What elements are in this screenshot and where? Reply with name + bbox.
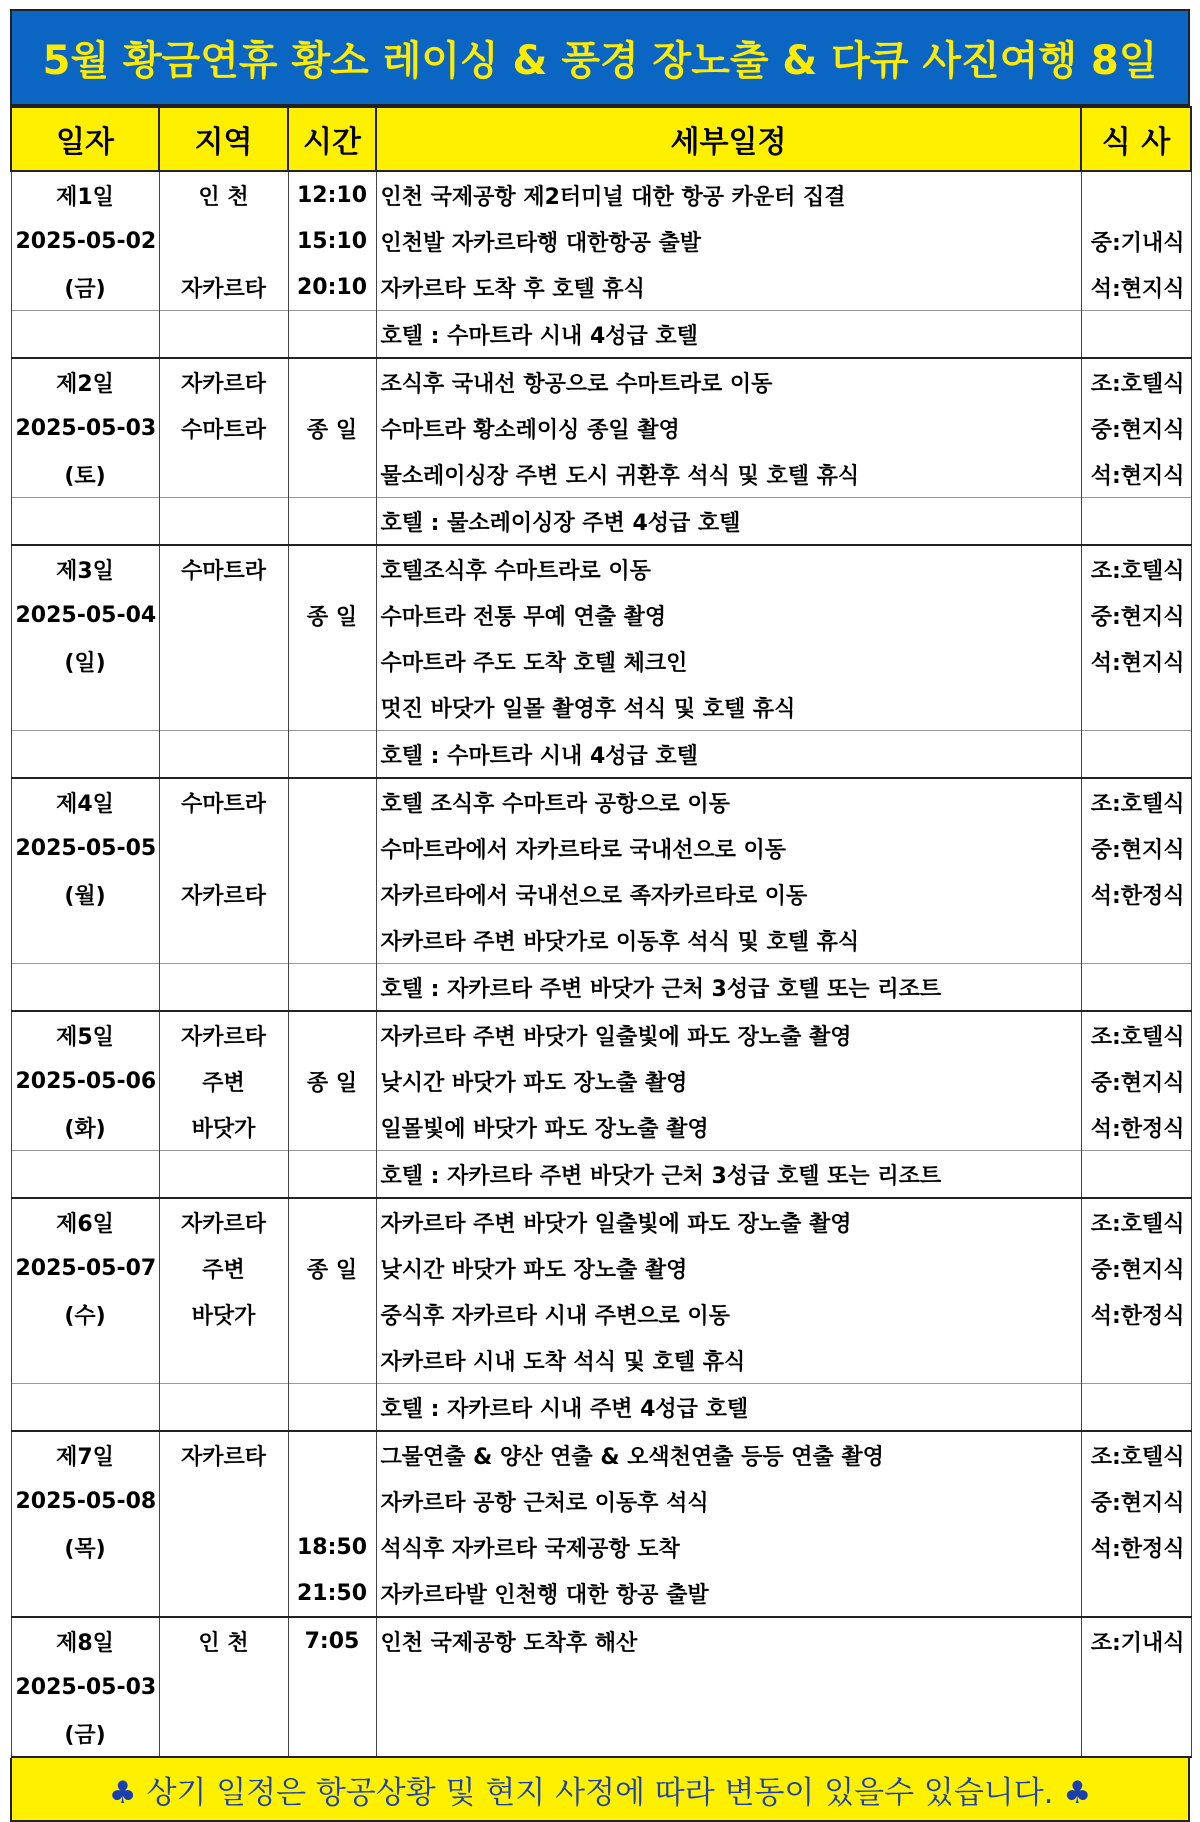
time-cell xyxy=(288,825,376,871)
day-cell: (금) xyxy=(11,1710,159,1757)
meal-cell: 조:호텔식 xyxy=(1081,358,1191,405)
table-row xyxy=(11,592,1191,638)
time-cell xyxy=(288,1431,376,1478)
detail-cell: 호텔 : 수마트라 시내 4성급 호텔 xyxy=(376,311,1081,359)
table-row xyxy=(11,1011,1191,1058)
detail-cell: 자카르타 도착 후 호텔 휴식 xyxy=(376,264,1081,311)
region-cell: 자카르타 xyxy=(159,1198,288,1245)
table-row xyxy=(11,1337,1191,1384)
meal-cell xyxy=(1081,498,1191,546)
meal-cell: 조:호텔식 xyxy=(1081,1011,1191,1058)
meal-cell: 석:현지식 xyxy=(1081,264,1191,311)
day-cell: 제7일 xyxy=(11,1431,159,1478)
meal-cell xyxy=(1081,684,1191,731)
day-cell: 2025-05-04 xyxy=(11,592,159,638)
time-cell xyxy=(288,1198,376,1245)
day-cell xyxy=(11,731,159,779)
time-cell: 종 일 xyxy=(288,1245,376,1291)
detail-cell: 자카르타 주변 바닷가로 이동후 석식 및 호텔 휴식 xyxy=(376,917,1081,964)
table-row xyxy=(11,778,1191,825)
club-icon: ♣ xyxy=(108,1774,137,1811)
region-cell xyxy=(159,917,288,964)
meal-cell xyxy=(1081,171,1191,218)
time-cell xyxy=(288,871,376,917)
header-detail: 세부일정 xyxy=(376,107,1081,171)
detail-cell xyxy=(376,1710,1081,1757)
region-cell: 자카르타 xyxy=(159,358,288,405)
region-cell xyxy=(159,451,288,498)
region-cell: 주변 xyxy=(159,1245,288,1291)
meal-cell xyxy=(1081,917,1191,964)
meal-cell: 조:호텔식 xyxy=(1081,778,1191,825)
day-cell: (월) xyxy=(11,871,159,917)
region-cell: 자카르타 xyxy=(159,871,288,917)
time-cell: 종 일 xyxy=(288,592,376,638)
time-cell: 종 일 xyxy=(288,405,376,451)
itinerary-sheet xyxy=(10,9,1190,1822)
day-cell: 제4일 xyxy=(11,778,159,825)
region-cell xyxy=(159,964,288,1012)
day-cell xyxy=(11,917,159,964)
itinerary-table xyxy=(10,106,1192,1758)
region-cell: 자카르타 xyxy=(159,264,288,311)
detail-cell: 인천 국제공항 제2터미널 대한 항공 카운터 집결 xyxy=(376,171,1081,218)
table-row xyxy=(11,1617,1191,1664)
time-cell: 15:10 xyxy=(288,218,376,264)
day-cell: 2025-05-07 xyxy=(11,1245,159,1291)
time-cell xyxy=(288,451,376,498)
time-cell xyxy=(288,1104,376,1151)
region-cell: 인 천 xyxy=(159,171,288,218)
day-cell xyxy=(11,311,159,359)
detail-cell: 자카르타에서 국내선으로 족자카르타로 이동 xyxy=(376,871,1081,917)
detail-cell: 호텔 : 자카르타 시내 주변 4성급 호텔 xyxy=(376,1384,1081,1432)
detail-cell: 수마트라에서 자카르타로 국내선으로 이동 xyxy=(376,825,1081,871)
meal-cell: 중:현지식 xyxy=(1081,1245,1191,1291)
day-cell: 제6일 xyxy=(11,1198,159,1245)
meal-cell xyxy=(1081,964,1191,1012)
detail-cell: 자카르타 공항 근처로 이동후 석식 xyxy=(376,1478,1081,1524)
region-cell xyxy=(159,1524,288,1570)
table-row xyxy=(11,917,1191,964)
detail-cell: 호텔조식후 수마트라로 이동 xyxy=(376,545,1081,592)
meal-cell xyxy=(1081,1570,1191,1617)
time-cell xyxy=(288,1664,376,1710)
meal-cell xyxy=(1081,1384,1191,1432)
day-cell: (금) xyxy=(11,264,159,311)
detail-cell: 낮시간 바닷가 파도 장노출 촬영 xyxy=(376,1245,1081,1291)
table-row xyxy=(11,264,1191,311)
detail-cell: 중식후 자카르타 시내 주변으로 이동 xyxy=(376,1291,1081,1337)
detail-cell: 일몰빛에 바닷가 파도 장노출 촬영 xyxy=(376,1104,1081,1151)
day-cell: 제2일 xyxy=(11,358,159,405)
detail-cell: 호텔 : 자카르타 주변 바닷가 근처 3성급 호텔 또는 리조트 xyxy=(376,1151,1081,1199)
table-row xyxy=(11,731,1191,779)
table-row xyxy=(11,1058,1191,1104)
time-cell xyxy=(288,545,376,592)
club-icon: ♣ xyxy=(1063,1774,1092,1811)
detail-cell: 수마트라 전통 무예 연출 촬영 xyxy=(376,592,1081,638)
time-cell xyxy=(288,1478,376,1524)
region-cell: 수마트라 xyxy=(159,545,288,592)
detail-cell: 물소레이싱장 주변 도시 귀환후 석식 및 호텔 휴식 xyxy=(376,451,1081,498)
day-cell: (일) xyxy=(11,638,159,684)
detail-cell: 호텔 : 물소레이싱장 주변 4성급 호텔 xyxy=(376,498,1081,546)
day-cell: (화) xyxy=(11,1104,159,1151)
detail-cell: 호텔 조식후 수마트라 공항으로 이동 xyxy=(376,778,1081,825)
table-row xyxy=(11,684,1191,731)
detail-cell: 자카르타 주변 바닷가 일출빛에 파도 장노출 촬영 xyxy=(376,1198,1081,1245)
detail-cell: 인천발 자카르타행 대한항공 출발 xyxy=(376,218,1081,264)
time-cell: 21:50 xyxy=(288,1570,376,1617)
detail-cell: 조식후 국내선 항공으로 수마트라로 이동 xyxy=(376,358,1081,405)
day-cell xyxy=(11,1570,159,1617)
region-cell xyxy=(159,218,288,264)
detail-cell: 자카르타 시내 도착 석식 및 호텔 휴식 xyxy=(376,1337,1081,1384)
time-cell xyxy=(288,358,376,405)
header-meal: 식 사 xyxy=(1081,107,1191,171)
time-cell xyxy=(288,638,376,684)
detail-cell: 수마트라 주도 도착 호텔 체크인 xyxy=(376,638,1081,684)
table-row xyxy=(11,1104,1191,1151)
table-row xyxy=(11,498,1191,546)
meal-cell: 석:한정식 xyxy=(1081,871,1191,917)
table-row xyxy=(11,171,1191,218)
region-cell: 바닷가 xyxy=(159,1291,288,1337)
footer-notice xyxy=(10,1758,1190,1822)
meal-cell: 중:현지식 xyxy=(1081,825,1191,871)
time-cell xyxy=(288,1151,376,1199)
meal-cell: 조:호텔식 xyxy=(1081,1431,1191,1478)
table-row xyxy=(11,405,1191,451)
region-cell xyxy=(159,498,288,546)
table-row xyxy=(11,1198,1191,1245)
detail-cell: 그물연출 & 양산 연출 & 오색천연출 등등 연출 촬영 xyxy=(376,1431,1081,1478)
page-title: 5월 황금연휴 황소 레이싱 & 풍경 장노출 & 다큐 사진여행 8일 xyxy=(42,38,1158,84)
time-cell xyxy=(288,498,376,546)
table-row xyxy=(11,358,1191,405)
table-row xyxy=(11,218,1191,264)
region-cell xyxy=(159,592,288,638)
table-row xyxy=(11,451,1191,498)
table-row xyxy=(11,825,1191,871)
header-day: 일자 xyxy=(11,107,159,171)
day-cell xyxy=(11,1337,159,1384)
time-cell xyxy=(288,1291,376,1337)
day-cell: 2025-05-08 xyxy=(11,1478,159,1524)
meal-cell xyxy=(1081,1151,1191,1199)
meal-cell: 석:현지식 xyxy=(1081,638,1191,684)
detail-cell: 수마트라 황소레이싱 종일 촬영 xyxy=(376,405,1081,451)
table-row xyxy=(11,1664,1191,1710)
meal-cell: 중:기내식 xyxy=(1081,218,1191,264)
region-cell: 자카르타 xyxy=(159,1011,288,1058)
region-cell xyxy=(159,1151,288,1199)
day-cell: 2025-05-03 xyxy=(11,1664,159,1710)
detail-cell: 낮시간 바닷가 파도 장노출 촬영 xyxy=(376,1058,1081,1104)
time-cell: 18:50 xyxy=(288,1524,376,1570)
region-cell xyxy=(159,1664,288,1710)
region-cell xyxy=(159,684,288,731)
day-cell: (목) xyxy=(11,1524,159,1570)
table-row xyxy=(11,1478,1191,1524)
region-cell: 인 천 xyxy=(159,1617,288,1664)
meal-cell xyxy=(1081,1337,1191,1384)
table-row xyxy=(11,1524,1191,1570)
region-cell xyxy=(159,1570,288,1617)
itinerary-body xyxy=(11,171,1191,1757)
region-cell xyxy=(159,1478,288,1524)
time-cell: 7:05 xyxy=(288,1617,376,1664)
meal-cell xyxy=(1081,731,1191,779)
day-cell xyxy=(11,1384,159,1432)
day-cell: 제8일 xyxy=(11,1617,159,1664)
meal-cell: 조:호텔식 xyxy=(1081,1198,1191,1245)
time-cell xyxy=(288,778,376,825)
day-cell: 2025-05-05 xyxy=(11,825,159,871)
meal-cell: 중:현지식 xyxy=(1081,405,1191,451)
day-cell: 제5일 xyxy=(11,1011,159,1058)
time-cell: 종 일 xyxy=(288,1058,376,1104)
table-row xyxy=(11,1431,1191,1478)
time-cell xyxy=(288,964,376,1012)
time-cell: 20:10 xyxy=(288,264,376,311)
table-row xyxy=(11,964,1191,1012)
meal-cell: 석:한정식 xyxy=(1081,1291,1191,1337)
meal-cell: 석:현지식 xyxy=(1081,451,1191,498)
region-cell xyxy=(159,311,288,359)
detail-cell: 자카르타 주변 바닷가 일출빛에 파도 장노출 촬영 xyxy=(376,1011,1081,1058)
day-cell: 2025-05-03 xyxy=(11,405,159,451)
meal-cell: 중:현지식 xyxy=(1081,1478,1191,1524)
table-row xyxy=(11,1710,1191,1757)
table-row xyxy=(11,638,1191,684)
table-row xyxy=(11,311,1191,359)
table-row xyxy=(11,545,1191,592)
time-cell xyxy=(288,731,376,779)
region-cell: 바닷가 xyxy=(159,1104,288,1151)
region-cell xyxy=(159,731,288,779)
table-row xyxy=(11,1245,1191,1291)
day-cell: 2025-05-06 xyxy=(11,1058,159,1104)
title-bar xyxy=(10,9,1190,106)
table-row xyxy=(11,1384,1191,1432)
meal-cell xyxy=(1081,311,1191,359)
day-cell xyxy=(11,498,159,546)
time-cell xyxy=(288,1337,376,1384)
detail-cell: 호텔 : 수마트라 시내 4성급 호텔 xyxy=(376,731,1081,779)
detail-cell xyxy=(376,1664,1081,1710)
day-cell: 제3일 xyxy=(11,545,159,592)
meal-cell: 석:한정식 xyxy=(1081,1524,1191,1570)
day-cell: (토) xyxy=(11,451,159,498)
detail-cell: 호텔 : 자카르타 주변 바닷가 근처 3성급 호텔 또는 리조트 xyxy=(376,964,1081,1012)
region-cell: 수마트라 xyxy=(159,405,288,451)
time-cell xyxy=(288,311,376,359)
meal-cell xyxy=(1081,1710,1191,1757)
header-row xyxy=(11,107,1191,171)
day-cell xyxy=(11,964,159,1012)
meal-cell: 중:현지식 xyxy=(1081,592,1191,638)
time-cell xyxy=(288,1011,376,1058)
meal-cell: 석:한정식 xyxy=(1081,1104,1191,1151)
time-cell xyxy=(288,1384,376,1432)
region-cell xyxy=(159,638,288,684)
day-cell: (수) xyxy=(11,1291,159,1337)
region-cell xyxy=(159,1337,288,1384)
header-time: 시간 xyxy=(288,107,376,171)
footer-text: 상기 일정은 항공상황 및 현지 사정에 따라 변동이 있을수 있습니다. xyxy=(146,1774,1054,1811)
detail-cell: 멋진 바닷가 일몰 촬영후 석식 및 호텔 휴식 xyxy=(376,684,1081,731)
detail-cell: 자카르타발 인천행 대한 항공 출발 xyxy=(376,1570,1081,1617)
table-row xyxy=(11,1151,1191,1199)
meal-cell xyxy=(1081,1664,1191,1710)
region-cell: 주변 xyxy=(159,1058,288,1104)
time-cell xyxy=(288,1710,376,1757)
meal-cell: 중:현지식 xyxy=(1081,1058,1191,1104)
day-cell: 2025-05-02 xyxy=(11,218,159,264)
region-cell xyxy=(159,1384,288,1432)
detail-cell: 인천 국제공항 도착후 해산 xyxy=(376,1617,1081,1664)
meal-cell: 조:호텔식 xyxy=(1081,545,1191,592)
time-cell xyxy=(288,917,376,964)
region-cell xyxy=(159,825,288,871)
header-region: 지역 xyxy=(159,107,288,171)
meal-cell: 조:기내식 xyxy=(1081,1617,1191,1664)
time-cell xyxy=(288,684,376,731)
day-cell: 제1일 xyxy=(11,171,159,218)
region-cell xyxy=(159,1710,288,1757)
time-cell: 12:10 xyxy=(288,171,376,218)
table-row xyxy=(11,1291,1191,1337)
day-cell xyxy=(11,1151,159,1199)
table-row xyxy=(11,871,1191,917)
day-cell xyxy=(11,684,159,731)
region-cell: 자카르타 xyxy=(159,1431,288,1478)
detail-cell: 석식후 자카르타 국제공항 도착 xyxy=(376,1524,1081,1570)
table-row xyxy=(11,1570,1191,1617)
region-cell: 수마트라 xyxy=(159,778,288,825)
